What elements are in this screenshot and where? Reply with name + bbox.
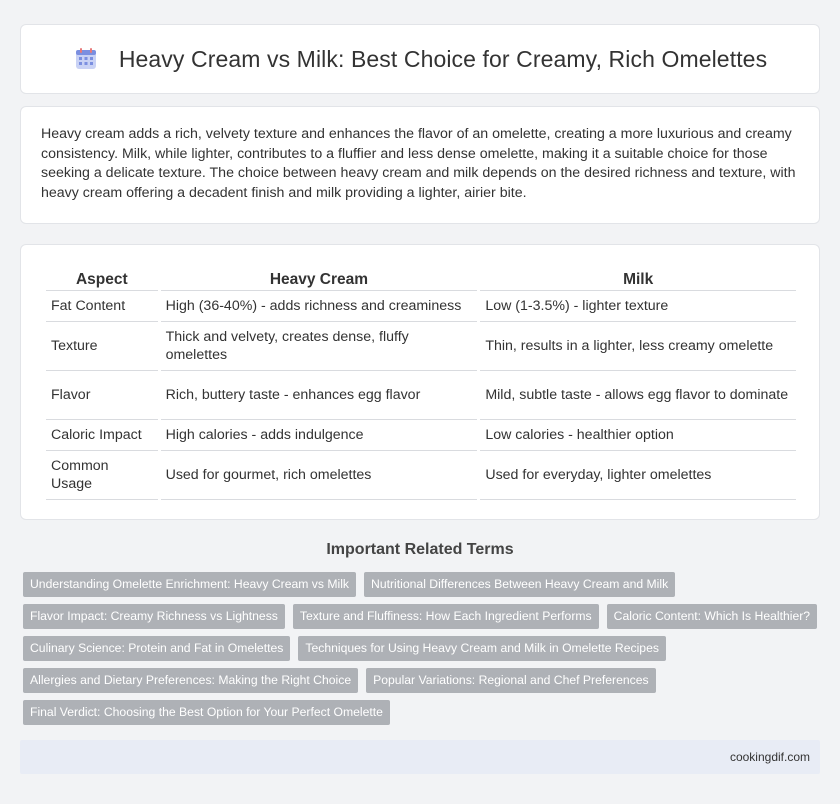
cell-heavy-cream: Used for gourmet, rich omelettes	[161, 451, 478, 500]
table-row	[46, 451, 796, 500]
page-title: Heavy Cream vs Milk: Best Choice for Creamy, Rich Omelettes	[118, 45, 768, 72]
term-tag[interactable]: Flavor Impact: Creamy Richness vs Lightness	[23, 604, 285, 629]
cell-milk: Used for everyday, lighter omelettes	[480, 451, 796, 500]
related-terms-heading: Important Related Terms	[326, 541, 514, 558]
cell-milk: Mild, subtle taste - allows egg flavor to dominate	[480, 371, 796, 420]
table-row	[46, 371, 796, 420]
cell-milk: Thin, results in a lighter, less creamy omelette	[480, 322, 796, 371]
intro-paragraph: Heavy cream adds a rich, velvety texture and enhances the flavor of an omelette, creating a more luxurious and creamy consistency. Milk, while lighter, contributes to a fluffier and less dense omelette, making it a suitable choice for those seeking a delicate texture. The choice between heavy cream and milk depends on the desired richness and texture, with heavy cream offering a decadent finish and milk providing a lighter, airier bite.	[41, 126, 796, 201]
term-tag[interactable]: Popular Variations: Regional and Chef Preferences	[366, 668, 656, 693]
cell-heavy-cream: High (36-40%) - adds richness and creaminess	[161, 291, 478, 322]
comparison-table	[43, 264, 799, 500]
cell-milk: Low (1-3.5%) - lighter texture	[480, 291, 796, 322]
cell-milk: Low calories - healthier option	[480, 420, 796, 451]
cell-heavy-cream: Rich, buttery taste - enhances egg flavor	[161, 371, 478, 420]
term-tag[interactable]: Understanding Omelette Enrichment: Heavy Cream vs Milk	[23, 572, 356, 597]
header-milk: Milk	[480, 264, 796, 291]
comparison-card	[20, 244, 820, 520]
header-heavy-cream: Heavy Cream	[161, 264, 478, 291]
footer	[20, 740, 820, 774]
table-row	[46, 322, 796, 371]
term-tag[interactable]: Nutritional Differences Between Heavy Cream and Milk	[364, 572, 675, 597]
cell-aspect: Flavor	[46, 371, 158, 420]
term-tag[interactable]: Final Verdict: Choosing the Best Option for Your Perfect Omelette	[23, 700, 390, 725]
intro-card	[20, 106, 820, 224]
term-tag[interactable]: Texture and Fluffiness: How Each Ingredient Performs	[293, 604, 599, 629]
table-header-row	[46, 264, 796, 291]
term-tag[interactable]: Caloric Content: Which Is Healthier?	[607, 604, 817, 629]
table-row	[46, 420, 796, 451]
cell-heavy-cream: High calories - adds indulgence	[161, 420, 478, 451]
cell-aspect: Common Usage	[46, 451, 158, 500]
header-card	[20, 24, 820, 94]
cell-aspect: Caloric Impact	[46, 420, 158, 451]
cell-heavy-cream: Thick and velvety, creates dense, fluffy omelettes	[161, 322, 478, 371]
calendar-grid-icon	[73, 46, 99, 72]
related-terms-list	[23, 572, 823, 732]
term-tag[interactable]: Allergies and Dietary Preferences: Making the Right Choice	[23, 668, 358, 693]
footer-site-link[interactable]: cookingdif.com	[729, 750, 810, 764]
header-aspect: Aspect	[46, 264, 158, 291]
cell-aspect: Fat Content	[46, 291, 158, 322]
term-tag[interactable]: Techniques for Using Heavy Cream and Milk in Omelette Recipes	[298, 636, 666, 661]
cell-aspect: Texture	[46, 322, 158, 371]
table-row	[46, 291, 796, 322]
term-tag[interactable]: Culinary Science: Protein and Fat in Omelettes	[23, 636, 290, 661]
